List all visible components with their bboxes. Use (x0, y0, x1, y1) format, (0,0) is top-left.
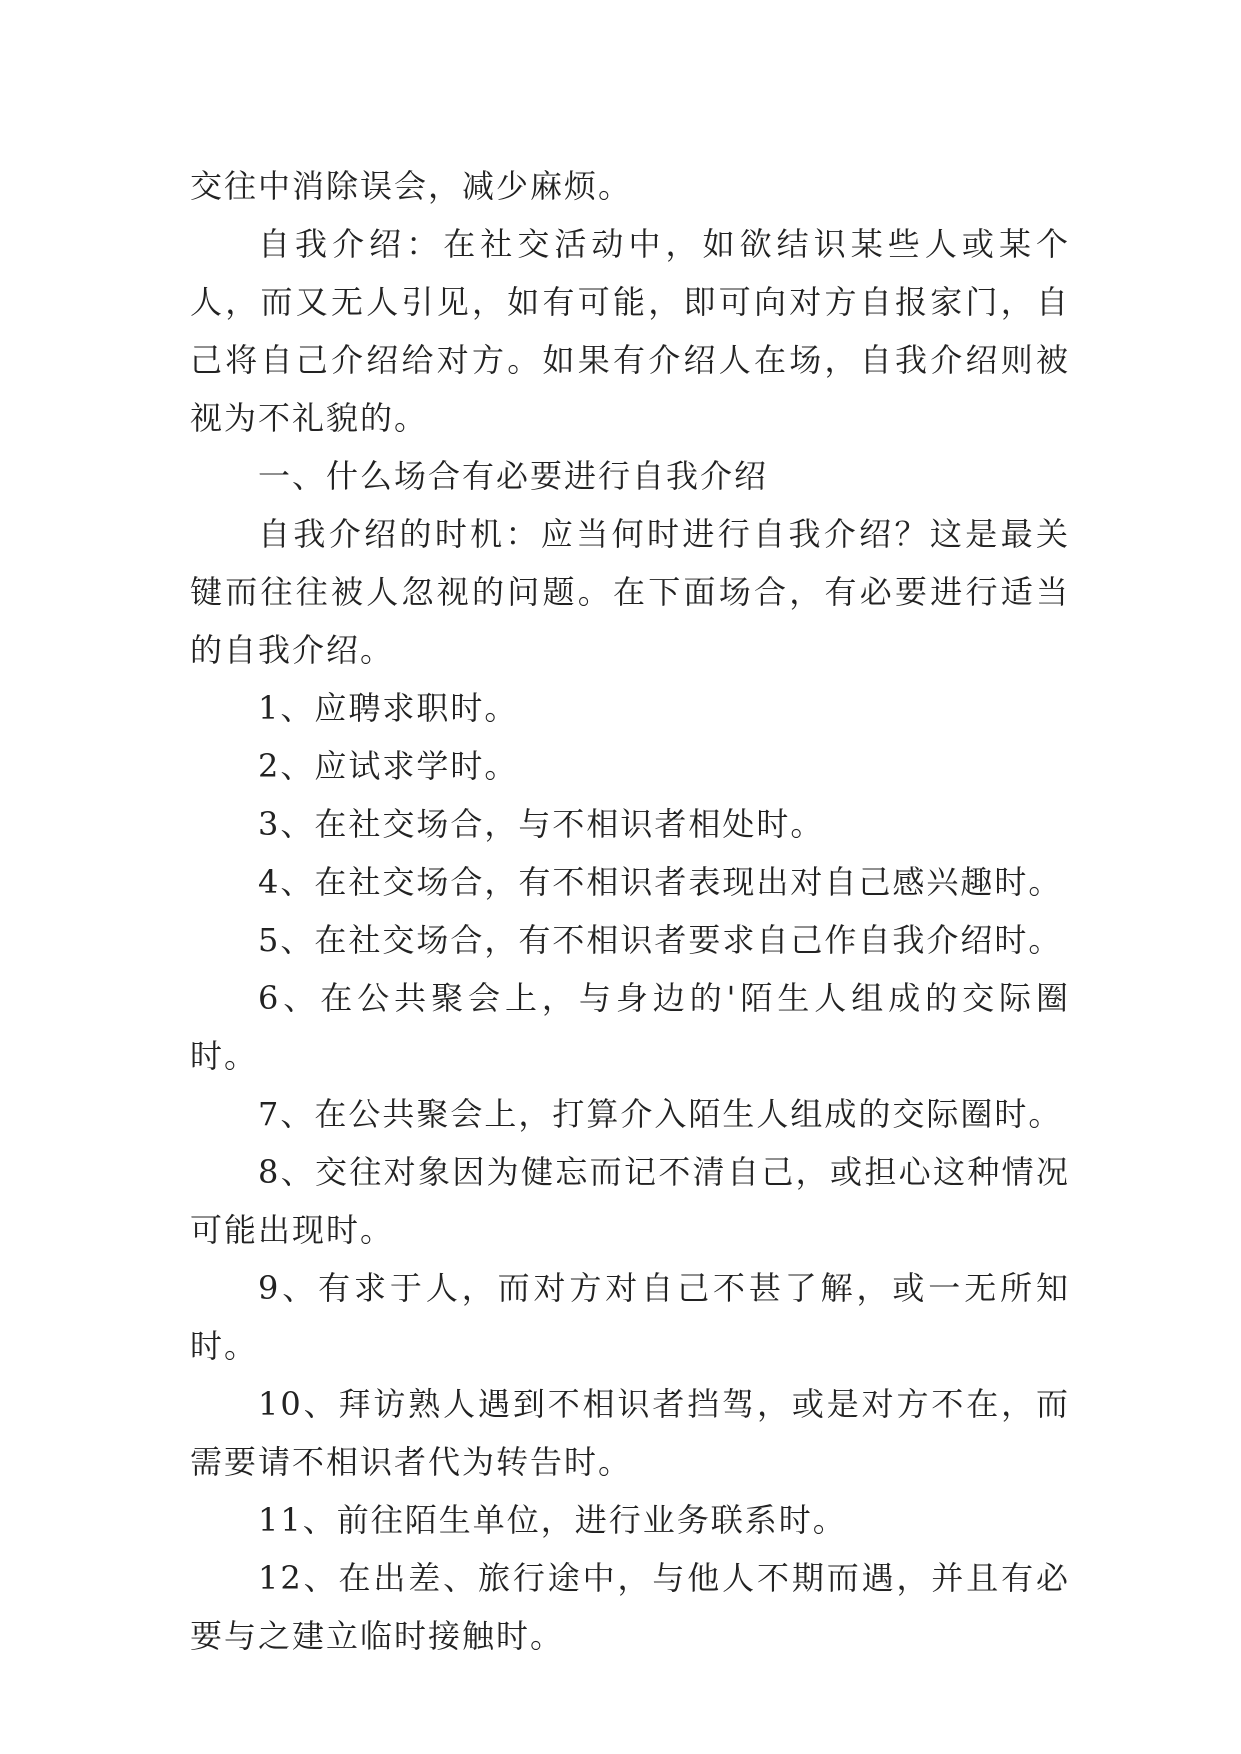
paragraph-timing: 自我介绍的时机：应当何时进行自我介绍？这是最关键而往往被人忽视的问题。在下面场合，有必要进行适当的自我介绍。 (190, 515, 1070, 669)
list-item: 11、前往陌生单位，进行业务联系时。 (258, 1501, 847, 1539)
list-item: 9、有求于人，而对方对自己不甚了解，或一无所知时。 (190, 1269, 1070, 1365)
list-item: 5、在社交场合，有不相识者要求自己作自我介绍时。 (258, 921, 1063, 959)
document-body (190, 157, 1070, 1665)
list-item: 10、拜访熟人遇到不相识者挡驾，或是对方不在，而需要请不相识者代为转告时。 (190, 1385, 1070, 1481)
list-item: 2、应试求学时。 (258, 747, 519, 785)
list-item: 4、在社交场合，有不相识者表现出对自己感兴趣时。 (258, 863, 1063, 901)
list-item: 12、在出差、旅行途中，与他人不期而遇，并且有必要与之建立临时接触时。 (190, 1559, 1070, 1655)
list-item: 1、应聘求职时。 (258, 689, 519, 727)
list-item: 6、在公共聚会上，与身边的'陌生人组成的交际圈时。 (190, 979, 1070, 1075)
paragraph-continuation: 交往中消除误会，减少麻烦。 (190, 167, 633, 205)
list-item: 7、在公共聚会上，打算介入陌生人组成的交际圈时。 (258, 1095, 1063, 1133)
list-item: 8、交往对象因为健忘而记不清自己，或担心这种情况可能出现时。 (190, 1153, 1070, 1249)
paragraph-self-introduction-definition: 自我介绍：在社交活动中，如欲结识某些人或某个人，而又无人引见，如有可能，即可向对方自报家门，自己将自己介绍给对方。如果有介绍人在场，自我介绍则被视为不礼貌的。 (190, 225, 1070, 437)
list-item: 3、在社交场合，与不相识者相处时。 (258, 805, 825, 843)
section-heading: 一、什么场合有必要进行自我介绍 (258, 457, 769, 495)
